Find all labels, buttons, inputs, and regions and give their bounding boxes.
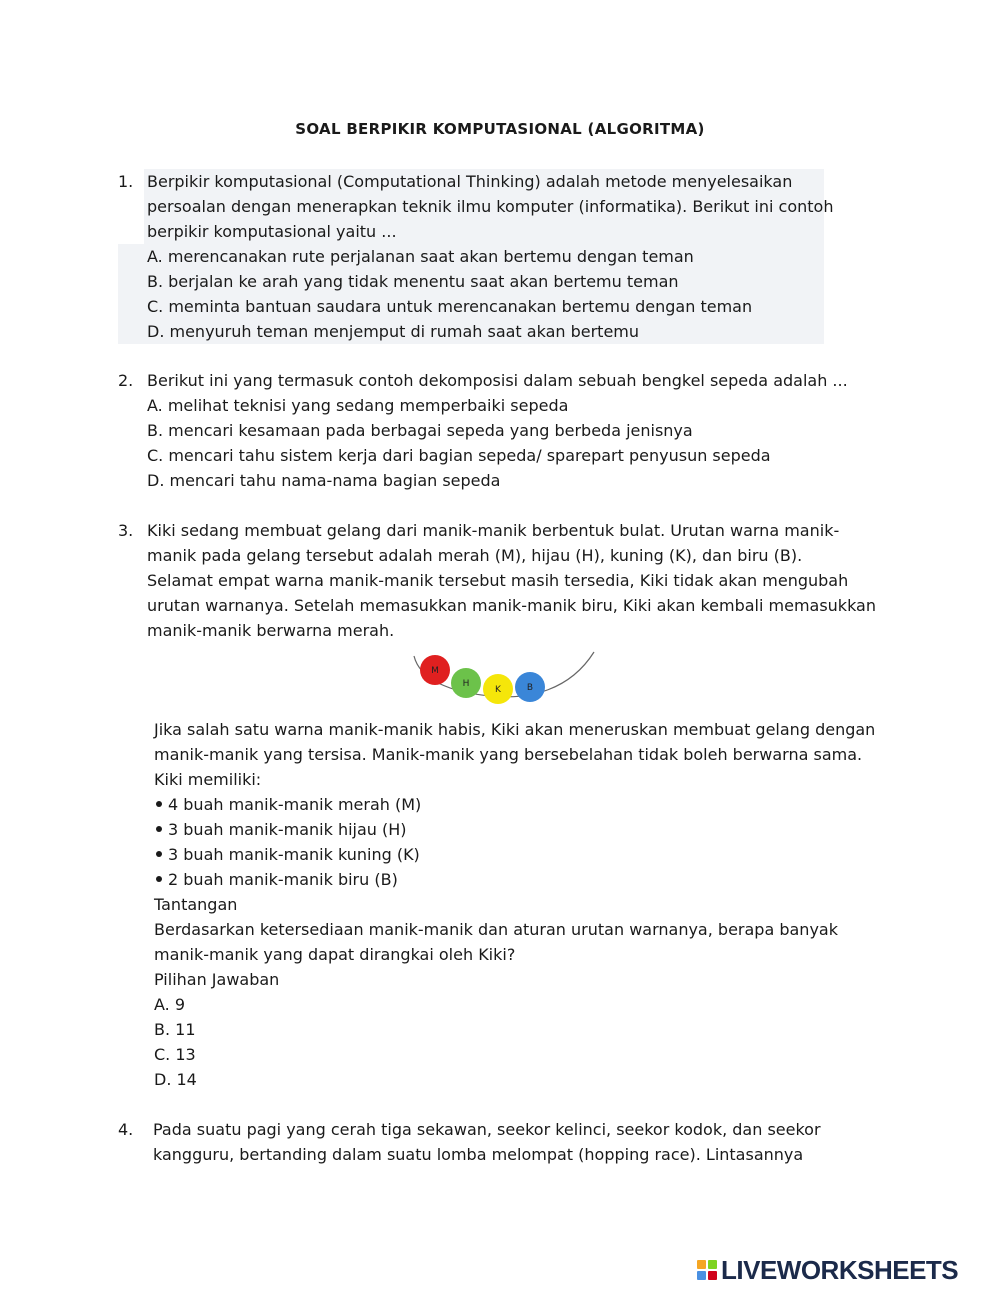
answer-option-c: C. meminta bantuan saudara untuk merencanakan bertemu dengan teman [147, 297, 753, 316]
answer-option-b: B. berjalan ke arah yang tidak menentu saat akan bertemu teman [147, 272, 679, 291]
bullet-icon [156, 876, 162, 882]
question-text-line: manik-manik berwarna merah. [147, 621, 395, 640]
question-text-line: manik-manik yang dapat dirangkai oleh Kiki? [154, 945, 516, 964]
question-number: 4. [118, 1120, 134, 1139]
bullet-icon [156, 851, 162, 857]
question-number: 1. [118, 172, 134, 191]
question-text-line: persoalan dengan menerapkan teknik ilmu komputer (informatika). Berikut ini contoh [147, 197, 834, 216]
answer-option-b: B. 11 [154, 1020, 196, 1039]
logo-blocks-icon [697, 1260, 717, 1280]
question-text-line: manik-manik yang tersisa. Manik-manik yang bersebelahan tidak boleh berwarna sama. [154, 745, 863, 764]
question-text-line: Berdasarkan ketersediaan manik-manik dan aturan urutan warnanya, berapa banyak [154, 920, 838, 939]
logo-block [708, 1271, 717, 1280]
answer-choices-label: Pilihan Jawaban [154, 970, 280, 989]
question-text-line: Berikut ini yang termasuk contoh dekomposisi dalam sebuah bengkel sepeda adalah ... [147, 371, 848, 390]
bullet-item [154, 817, 914, 842]
answer-option-d: D. mencari tahu nama-nama bagian sepeda [147, 471, 501, 490]
question-3 [118, 518, 898, 643]
logo-text: LIVEWORKSHEETS [721, 1254, 959, 1285]
logo-block [708, 1260, 717, 1269]
answer-option-b: B. mencari kesamaan pada berbagai sepeda yang berbeda jenisnya [147, 421, 693, 440]
bead-label: M [431, 666, 439, 676]
bullet-text: 4 buah manik-manik merah (M) [168, 795, 422, 814]
bullet-item [154, 842, 914, 867]
bead-label: K [495, 685, 501, 695]
question-text-line: Berpikir komputasional (Computational Thinking) adalah metode menyelesaikan [147, 172, 793, 191]
question-text-line: Selamat empat warna manik-manik tersebut masih tersedia, Kiki tidak akan mengubah [147, 571, 849, 590]
question-1 [118, 169, 898, 344]
bullet-item [154, 867, 914, 892]
bullet-text: 3 buah manik-manik kuning (K) [168, 845, 420, 864]
question-text-line: kangguru, bertanding dalam suatu lomba melompat (hopping race). Lintasannya [153, 1145, 804, 1164]
answer-option-a: A. 9 [154, 995, 186, 1014]
question-3-continued [154, 717, 914, 1092]
question-number: 3. [118, 521, 134, 540]
question-text-line: Pada suatu pagi yang cerah tiga sekawan, seekor kelinci, seekor kodok, dan seekor [153, 1120, 821, 1139]
answer-option-d: D. menyuruh teman menjemput di rumah saat akan bertemu [147, 322, 640, 341]
question-text-line: berpikir komputasional yaitu ... [147, 222, 397, 241]
question-text-line: manik pada gelang tersebut adalah merah (M), hijau (H), kuning (K), dan biru (B). [147, 546, 803, 565]
question-2 [118, 368, 898, 493]
bead-bracelet-illustration [410, 650, 600, 712]
question-text-line: Kiki sedang membuat gelang dari manik-manik berbentuk bulat. Urutan warna manik- [147, 521, 840, 540]
bead-label: B [526, 683, 534, 693]
question-text-line: urutan warnanya. Setelah memasukkan manik-manik biru, Kiki akan kembali memasukkan [147, 596, 876, 615]
bullet-text: 3 buah manik-manik hijau (H) [168, 820, 407, 839]
logo-block [697, 1271, 706, 1280]
challenge-label: Tantangan [154, 895, 238, 914]
question-4 [118, 1117, 898, 1167]
page-title: SOAL BERPIKIR KOMPUTASIONAL (ALGORITMA) [295, 120, 705, 138]
question-text-line: Kiki memiliki: [154, 770, 262, 789]
liveworksheets-logo [697, 1255, 958, 1285]
bead-label: H [462, 679, 470, 689]
bullet-icon [156, 826, 162, 832]
answer-option-c: C. 13 [154, 1045, 196, 1064]
question-text-line: Jika salah satu warna manik-manik habis, Kiki akan meneruskan membuat gelang dengan [154, 720, 876, 739]
question-number: 2. [118, 371, 134, 390]
bullet-icon [156, 801, 162, 807]
answer-option-a: A. melihat teknisi yang sedang memperbaiki sepeda [147, 396, 569, 415]
bullet-text: 2 buah manik-manik biru (B) [168, 870, 398, 889]
bullet-item [154, 792, 914, 817]
answer-option-c: C. mencari tahu sistem kerja dari bagian sepeda/ sparepart penyusun sepeda [147, 446, 771, 465]
answer-option-d: D. 14 [154, 1070, 197, 1089]
answer-option-a: A. merencanakan rute perjalanan saat akan bertemu dengan teman [147, 247, 694, 266]
logo-block [697, 1260, 706, 1269]
